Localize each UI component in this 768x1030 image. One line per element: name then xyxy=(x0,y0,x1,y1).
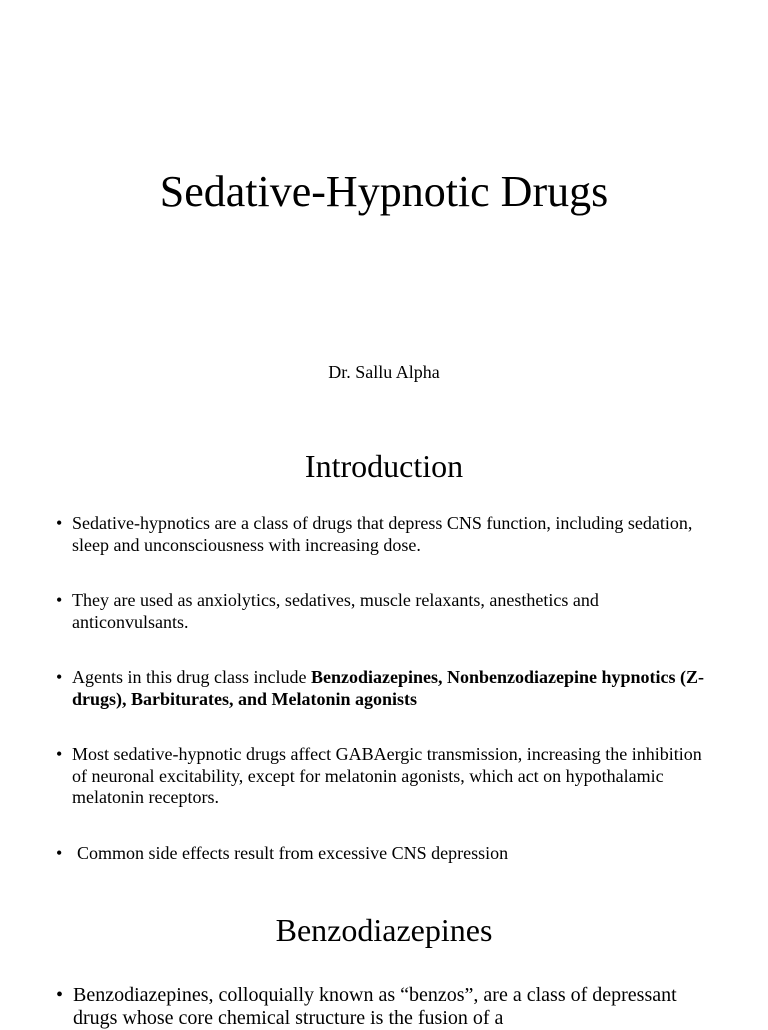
bullet-icon: • xyxy=(56,744,63,764)
section-heading-benzodiazepines: Benzodiazepines xyxy=(275,912,493,948)
list-item xyxy=(56,744,706,809)
list-item-text: Benzodiazepines, colloquially known as “benzos”, are a class of depressant drugs whose core chemical structure is the fusion of a xyxy=(73,984,677,1029)
list-item xyxy=(56,513,706,556)
drug-class-list: Benzodiazepines, Nonbenzodiazepine hypnotics (Z-drugs), Barbiturates, and Melatonin agonists xyxy=(72,667,704,709)
list-item-text xyxy=(72,667,706,710)
list-item-text: They are used as anxiolytics, sedatives, muscle relaxants, anesthetics and anticonvulsants. xyxy=(72,590,599,632)
list-item xyxy=(56,667,706,710)
bullet-icon: • xyxy=(56,843,63,863)
list-item xyxy=(56,984,696,1030)
author-name: Dr. Sallu Alpha xyxy=(328,362,440,382)
bullet-icon: • xyxy=(56,667,63,687)
list-item xyxy=(56,843,706,865)
list-item xyxy=(56,590,706,633)
bullet-icon: • xyxy=(56,984,64,1006)
list-item-text: Sedative-hypnotics are a class of drugs that depress CNS function, including sedation, sleep and unconsciousness with increasing dose. xyxy=(72,513,693,555)
slide-title: Sedative-Hypnotic Drugs xyxy=(159,167,609,216)
list-item-prefix: Agents in this drug class include xyxy=(72,667,311,687)
list-item-text: Most sedative-hypnotic drugs affect GABAergic transmission, increasing the inhibition of neuronal excitability, except for melatonin agonists, which act on hypothalamic melatonin receptors. xyxy=(72,744,702,807)
list-item-text: Common side effects result from excessive CNS depression xyxy=(77,843,509,863)
bullet-icon: • xyxy=(56,513,63,533)
section-heading-introduction: Introduction xyxy=(304,448,464,484)
bullet-icon: • xyxy=(56,590,63,610)
